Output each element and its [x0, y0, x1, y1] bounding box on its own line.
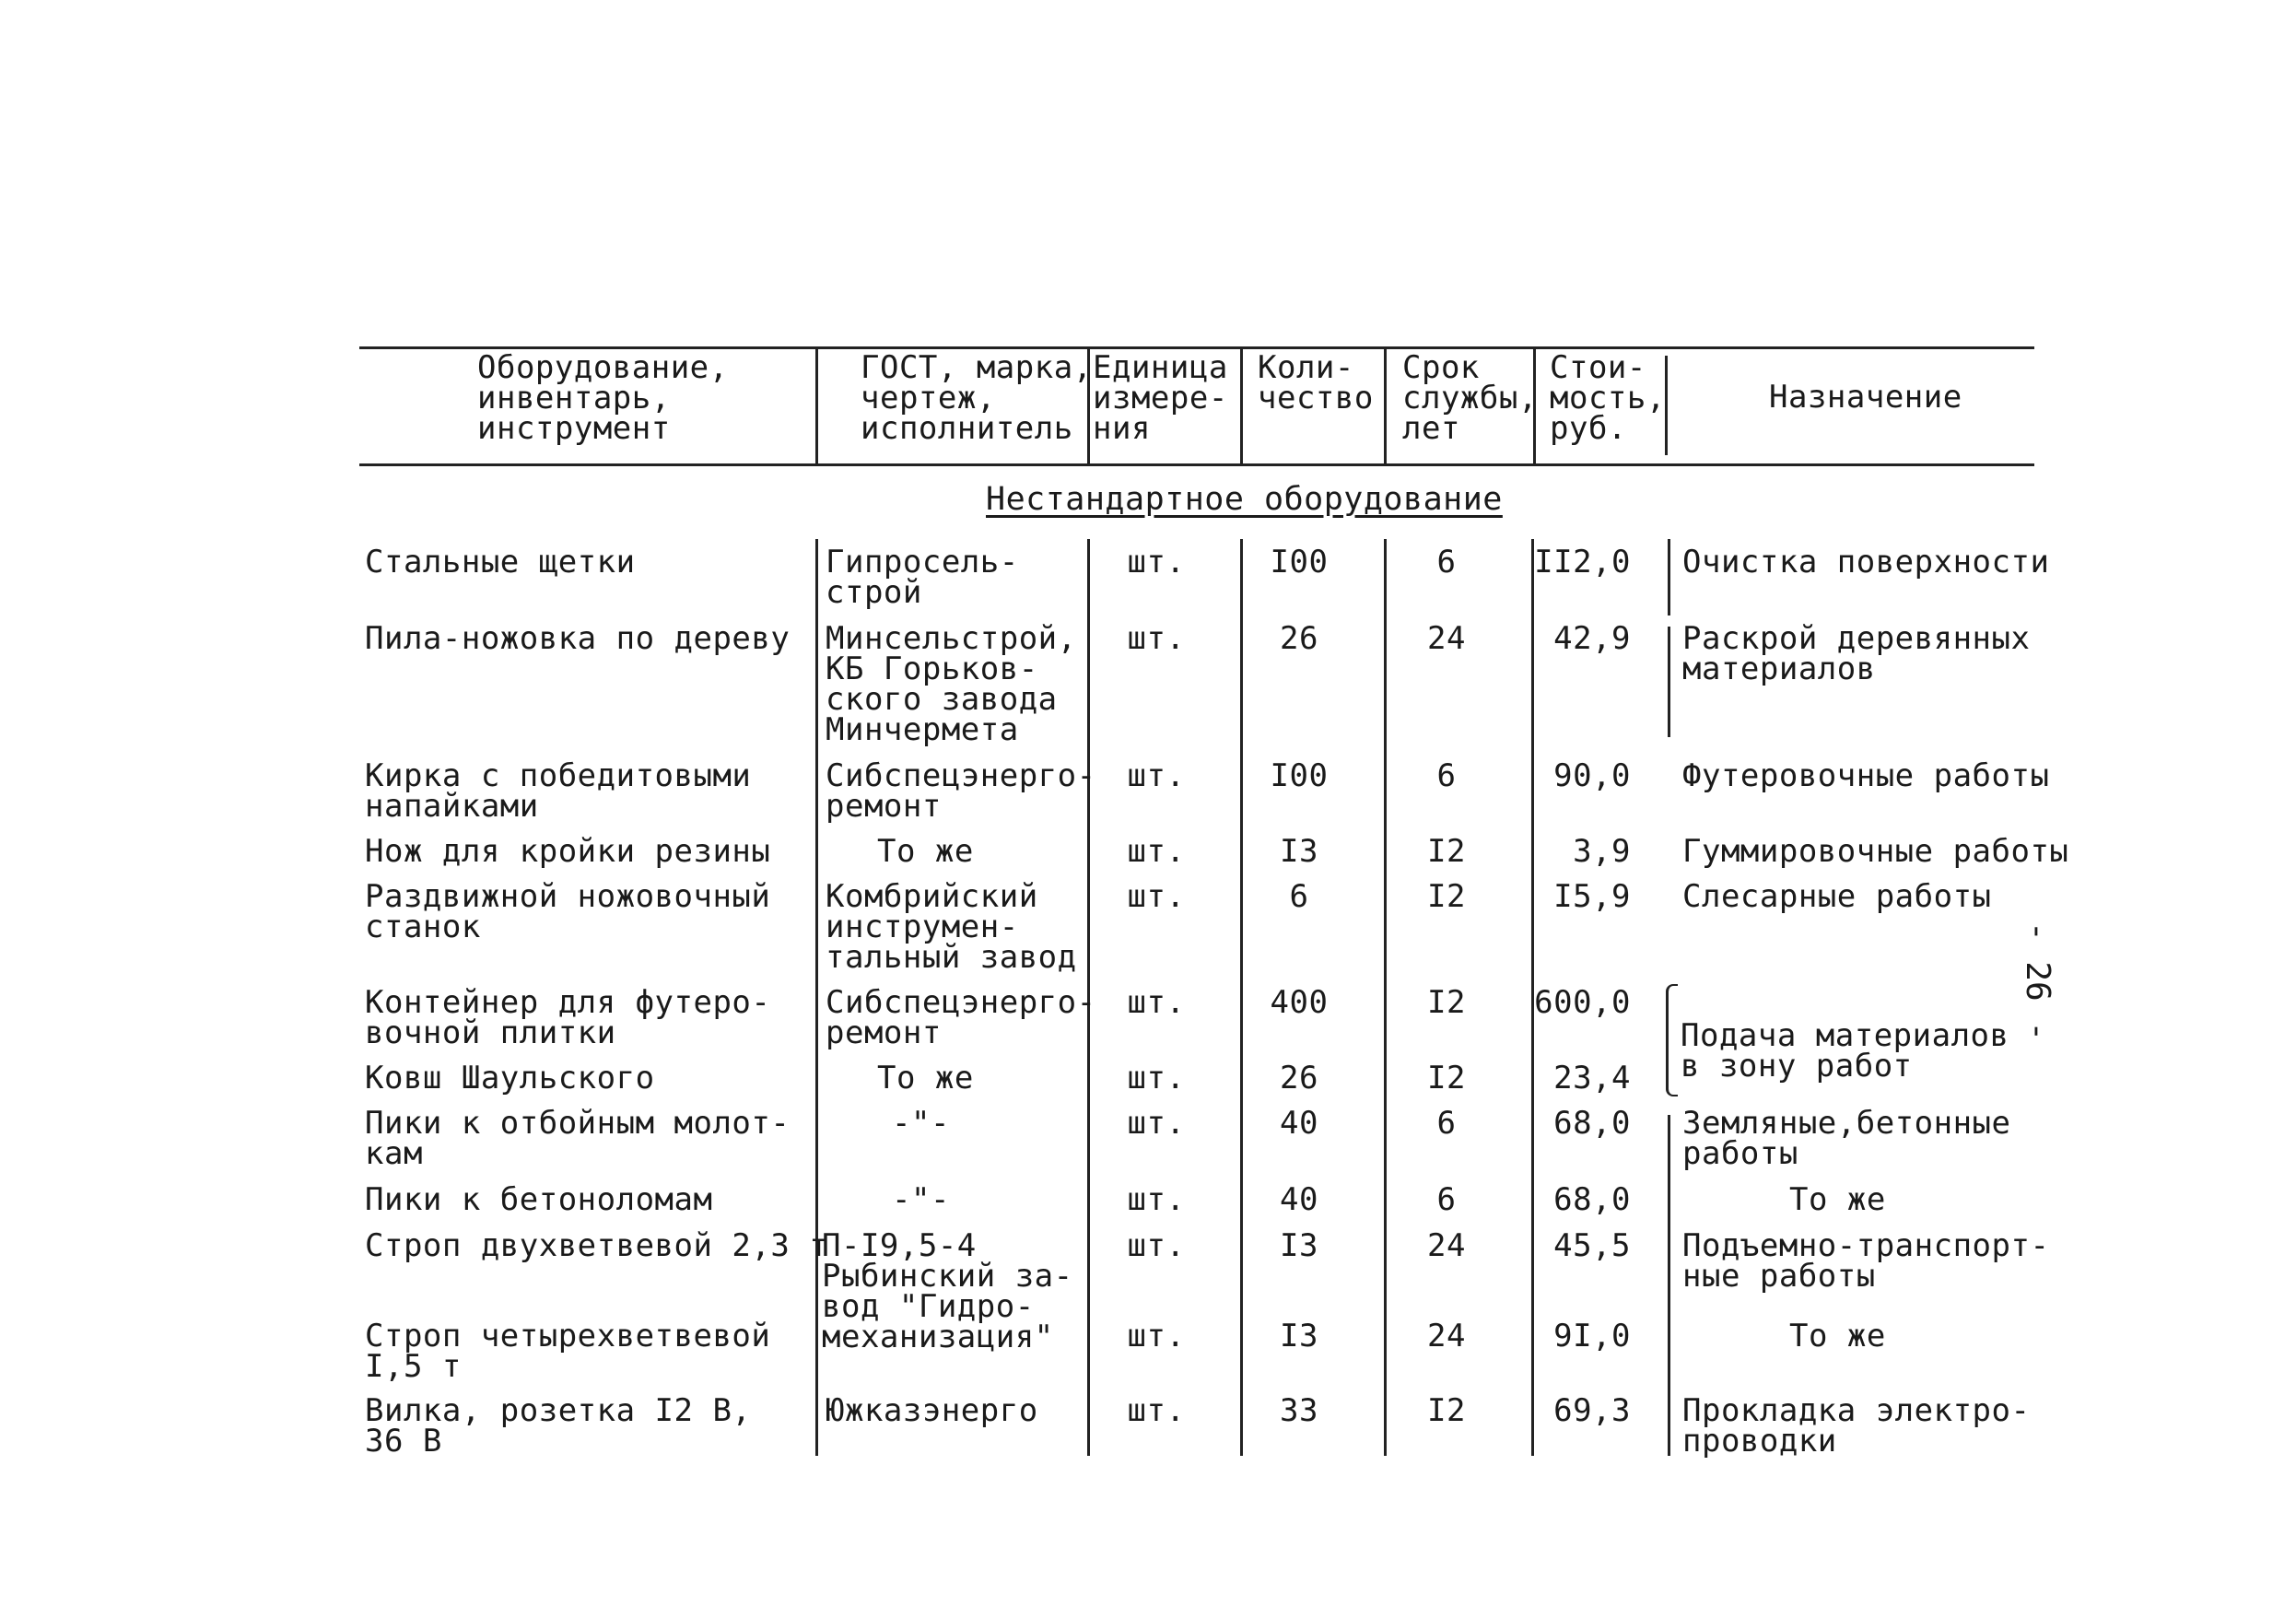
- header-qty: Коли- чество: [1258, 349, 1374, 416]
- table-cell-purpose: Подъемно-транспорт- ные работы: [1682, 1227, 2050, 1295]
- table-cell-life: I2: [1427, 833, 1466, 870]
- table-cell-cost: 45,5: [1553, 1227, 1631, 1264]
- table-cell-unit: шт.: [1127, 1392, 1186, 1429]
- table-cell-qty: 40: [1280, 1105, 1318, 1142]
- table-cell-gost: Южказэнерго: [826, 1392, 1038, 1429]
- table-cell-unit: шт.: [1127, 1227, 1186, 1264]
- table-row: Стальные щетки: [365, 544, 636, 580]
- table-cell-gost: Гипросель- строй: [826, 544, 1019, 611]
- table-cell-unit: шт.: [1127, 984, 1186, 1021]
- table-cell-unit: шт.: [1127, 1318, 1186, 1354]
- table-cell-purpose: Земляные,бетонные работы: [1682, 1105, 2011, 1172]
- table-cell-cost: 3,9: [1573, 833, 1631, 870]
- table-row: Вилка, розетка I2 В, 36 В: [365, 1392, 752, 1460]
- table-cell-gost: Сибспецэнерго- ремонт: [826, 757, 1096, 825]
- col-separator: [1668, 1115, 1670, 1456]
- table-cell-purpose: Подача материалов в зону работ: [1681, 1017, 2009, 1085]
- table-cell-life: 24: [1427, 620, 1466, 657]
- header-life: Срок службы, лет: [1402, 349, 1538, 447]
- table-cell-unit: шт.: [1127, 544, 1186, 580]
- col-separator: [1240, 346, 1243, 463]
- table-cell-cost: 23,4: [1553, 1060, 1631, 1096]
- header-cost: Стои- мость, руб.: [1550, 349, 1666, 447]
- table-row: Строп двухветвевой 2,3 т: [365, 1227, 829, 1264]
- grouping-brace: [1666, 984, 1678, 1096]
- table-cell-gost: Сибспецэнерго- ремонт: [826, 984, 1096, 1051]
- table-cell-purpose: То же: [1789, 1181, 1886, 1218]
- table-cell-gost: П-I9,5-4 Рыбинский за- вод "Гидро- механизация": [822, 1227, 1073, 1355]
- table-cell-purpose: Футеровочные работы: [1682, 757, 2050, 794]
- table-row: Пики к отбойным молот- кам: [365, 1105, 791, 1172]
- table-cell-life: I2: [1427, 1392, 1466, 1429]
- table-row: Контейнер для футеро- вочной плитки: [365, 984, 771, 1051]
- header-equipment: Оборудование, инвентарь, инструмент: [477, 349, 729, 447]
- table-cell-unit: шт.: [1127, 757, 1186, 794]
- table-cell-unit: шт.: [1127, 1181, 1186, 1218]
- table-cell-qty: 26: [1280, 620, 1318, 657]
- table-cell-life: 24: [1427, 1227, 1466, 1264]
- table-cell-qty: I00: [1270, 757, 1329, 794]
- table-cell-cost: 90,0: [1553, 757, 1631, 794]
- col-separator: [1668, 539, 1670, 616]
- table-row: Строп четырехветвевой I,5 т: [365, 1318, 771, 1385]
- table-cell-purpose: Гуммировочные работы: [1682, 833, 2069, 870]
- table-cell-purpose: Слесарные работы: [1682, 878, 1992, 915]
- table-cell-cost: 68,0: [1553, 1181, 1631, 1218]
- table-cell-qty: I3: [1280, 833, 1318, 870]
- table-cell-purpose: То же: [1789, 1318, 1886, 1354]
- table-cell-life: 6: [1436, 1181, 1457, 1218]
- table-cell-unit: шт.: [1127, 878, 1186, 915]
- table-cell-gost: То же: [877, 1060, 974, 1096]
- section-title: Нестандартное оборудование: [986, 481, 1503, 518]
- col-separator: [815, 346, 818, 463]
- table-cell-purpose: Очистка поверхности: [1682, 544, 2050, 580]
- table-cell-purpose: Раскрой деревянных материалов: [1682, 620, 2031, 687]
- table-cell-qty: 6: [1289, 878, 1309, 915]
- table-row: Ковш Шаульского: [365, 1060, 655, 1096]
- table-cell-unit: шт.: [1127, 620, 1186, 657]
- col-separator: [815, 539, 818, 1456]
- table-row: Нож для кройки резины: [365, 833, 771, 870]
- table-cell-qty: I3: [1280, 1227, 1318, 1264]
- table-cell-gost: То же: [877, 833, 974, 870]
- table-cell-qty: 33: [1280, 1392, 1318, 1429]
- table-cell-cost: 9I,0: [1553, 1318, 1631, 1354]
- col-separator: [1384, 346, 1387, 463]
- col-separator: [1668, 627, 1670, 737]
- table-cell-qty: 400: [1270, 984, 1329, 1021]
- table-cell-unit: шт.: [1127, 1105, 1186, 1142]
- page-number: - 26 -: [2019, 921, 2056, 1042]
- table-cell-cost: I5,9: [1553, 878, 1631, 915]
- col-separator: [1384, 539, 1387, 1456]
- table-cell-unit: шт.: [1127, 833, 1186, 870]
- table-cell-life: 6: [1436, 1105, 1457, 1142]
- table-cell-cost: II2,0: [1534, 544, 1631, 580]
- table-cell-gost: -"-: [892, 1181, 950, 1218]
- table-row: Пики к бетоноломам: [365, 1181, 713, 1218]
- header-purpose: Назначение: [1769, 379, 1962, 416]
- table-cell-life: 6: [1436, 544, 1457, 580]
- table-cell-purpose: Прокладка электро- проводки: [1682, 1392, 2031, 1460]
- table-cell-cost: 68,0: [1553, 1105, 1631, 1142]
- table-cell-gost: Комбрийский инструмен- тальный завод: [826, 878, 1077, 976]
- table-cell-life: I2: [1427, 1060, 1466, 1096]
- table-cell-qty: 26: [1280, 1060, 1318, 1096]
- table-cell-cost: 69,3: [1553, 1392, 1631, 1429]
- table-row: Пила-ножовка по дереву: [365, 620, 791, 657]
- header-gost: ГОСТ, марка, чертеж, исполнитель: [861, 349, 1093, 447]
- col-separator: [1240, 539, 1243, 1456]
- table-row: Раздвижной ножовочный станок: [365, 878, 771, 945]
- table-cell-gost: Минсельстрой, КБ Горьков- ского завода Минчермета: [826, 620, 1077, 748]
- table-cell-gost: -"-: [892, 1105, 950, 1142]
- table-cell-unit: шт.: [1127, 1060, 1186, 1096]
- table-cell-life: I2: [1427, 984, 1466, 1021]
- table-cell-qty: 40: [1280, 1181, 1318, 1218]
- table-cell-qty: I00: [1270, 544, 1329, 580]
- table-cell-life: 24: [1427, 1318, 1466, 1354]
- table-cell-life: 6: [1436, 757, 1457, 794]
- table-cell-qty: I3: [1280, 1318, 1318, 1354]
- table-header-rule: [359, 463, 2034, 466]
- table-cell-cost: 600,0: [1534, 984, 1631, 1021]
- table-row: Кирка с победитовыми напайками: [365, 757, 752, 825]
- table-cell-life: I2: [1427, 878, 1466, 915]
- table-cell-cost: 42,9: [1553, 620, 1631, 657]
- header-unit: Единица измере- ния: [1093, 349, 1228, 447]
